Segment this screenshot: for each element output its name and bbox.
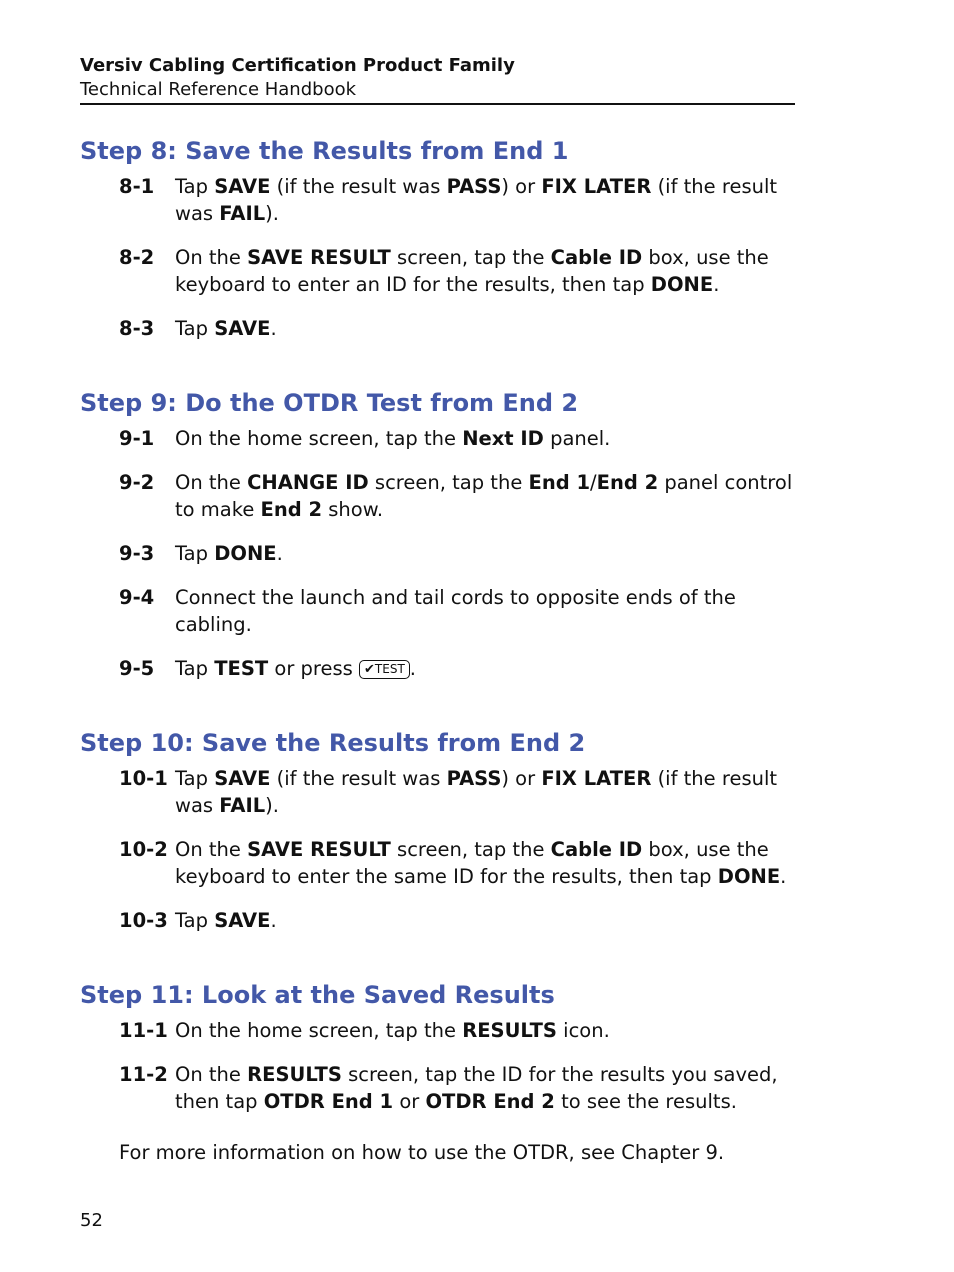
ui-term: RESULTS xyxy=(247,1063,342,1086)
step-item xyxy=(80,907,800,934)
step-item xyxy=(80,655,800,682)
step-number: 9-3 xyxy=(119,542,155,565)
step-text: Tap DONE. xyxy=(175,542,283,565)
step-item xyxy=(80,425,800,452)
step-number: 11-2 xyxy=(119,1063,168,1086)
section-step-8 xyxy=(80,136,800,359)
step-number: 10-2 xyxy=(119,838,168,861)
ui-term: DONE xyxy=(650,273,714,296)
step-item xyxy=(80,315,800,342)
running-header xyxy=(80,54,795,105)
step-list xyxy=(80,173,800,342)
step-text: Tap SAVE (if the result was PASS) or FIX LATER (if the result was FAIL). xyxy=(175,767,778,817)
ui-term: FIX LATER xyxy=(541,767,652,790)
step-number: 9-5 xyxy=(119,657,155,680)
ui-term: End 1 xyxy=(528,471,591,494)
step-list xyxy=(80,765,800,934)
header-title: Versiv Cabling Certification Product Family xyxy=(80,55,515,76)
ui-term: DONE xyxy=(214,542,277,565)
step-item xyxy=(80,244,800,298)
section-heading: Step 11: Look at the Saved Results xyxy=(80,981,555,1009)
ui-term: OTDR End 2 xyxy=(425,1090,555,1113)
step-item xyxy=(80,836,800,890)
step-text: Tap SAVE. xyxy=(175,909,277,932)
step-item xyxy=(80,1061,800,1115)
step-text: Connect the launch and tail cords to opposite ends of the cabling. xyxy=(175,586,736,636)
step-text: On the SAVE RESULT screen, tap the Cable ID box, use the keyboard to enter the same ID for the results, then tap DONE. xyxy=(175,838,787,888)
ui-term: FAIL xyxy=(219,794,266,817)
step-item xyxy=(80,1017,800,1044)
step-number: 9-1 xyxy=(119,427,155,450)
ui-term: SAVE xyxy=(214,175,271,198)
step-number: 9-2 xyxy=(119,471,155,494)
section-heading: Step 8: Save the Results from End 1 xyxy=(80,137,569,165)
section-step-9 xyxy=(80,388,800,699)
step-list xyxy=(80,1017,800,1115)
step-number: 8-1 xyxy=(119,175,155,198)
header-rule xyxy=(80,103,795,105)
step-number: 9-4 xyxy=(119,586,155,609)
step-text: Tap SAVE (if the result was PASS) or FIX LATER (if the result was FAIL). xyxy=(175,175,778,225)
step-text: On the SAVE RESULT screen, tap the Cable ID box, use the keyboard to enter an ID for the results, then tap DONE. xyxy=(175,246,769,296)
ui-term: SAVE RESULT xyxy=(247,246,391,269)
step-number: 11-1 xyxy=(119,1019,168,1042)
ui-term: Next ID xyxy=(462,427,544,450)
ui-term: Cable ID xyxy=(550,838,643,861)
section-step-10 xyxy=(80,728,800,951)
step-item xyxy=(80,173,800,227)
ui-term: SAVE xyxy=(214,317,271,340)
ui-term: SAVE xyxy=(214,767,271,790)
ui-term: TEST xyxy=(214,657,269,680)
ui-term: End 2 xyxy=(596,471,659,494)
ui-term: SAVE RESULT xyxy=(247,838,391,861)
step-item xyxy=(80,765,800,819)
ui-term: FIX LATER xyxy=(541,175,652,198)
ui-term: PASS xyxy=(446,175,502,198)
ui-term: OTDR End 1 xyxy=(263,1090,394,1113)
step-item xyxy=(80,584,800,638)
test-key-label: TEST xyxy=(374,662,405,676)
checkmark-icon: ✔ xyxy=(364,662,375,677)
step-text: Tap TEST or press ✔TEST . xyxy=(175,657,416,680)
ui-term: SAVE xyxy=(214,909,271,932)
ui-term: PASS xyxy=(446,767,502,790)
ui-term: Cable ID xyxy=(550,246,643,269)
step-text: Tap SAVE. xyxy=(175,317,277,340)
ui-term: DONE xyxy=(717,865,781,888)
section-heading: Step 9: Do the OTDR Test from End 2 xyxy=(80,389,579,417)
step-text: On the RESULTS screen, tap the ID for the results you saved, then tap OTDR End 1 or OTDR End 2 to see the results. xyxy=(175,1063,778,1113)
step-item xyxy=(80,469,800,523)
step-text: On the home screen, tap the RESULTS icon. xyxy=(175,1019,610,1042)
step-item xyxy=(80,540,800,567)
ui-term: FAIL xyxy=(219,202,266,225)
ui-term: RESULTS xyxy=(462,1019,557,1042)
header-subtitle: Technical Reference Handbook xyxy=(80,79,357,100)
step-number: 10-1 xyxy=(119,767,168,790)
ui-term: End 2 xyxy=(260,498,323,521)
test-key-icon xyxy=(359,660,410,679)
step-number: 10-3 xyxy=(119,909,168,932)
step-number: 8-3 xyxy=(119,317,155,340)
page-number: 52 xyxy=(80,1210,103,1231)
step-list xyxy=(80,425,800,682)
step-text: On the CHANGE ID screen, tap the End 1/End 2 panel control to make End 2 show. xyxy=(175,471,793,521)
section-step-11 xyxy=(80,980,800,1132)
chapter-reference-note: For more information on how to use the OTDR, see Chapter 9. xyxy=(119,1141,725,1164)
step-text: On the home screen, tap the Next ID panel. xyxy=(175,427,611,450)
ui-term: CHANGE ID xyxy=(247,471,369,494)
step-number: 8-2 xyxy=(119,246,155,269)
section-heading: Step 10: Save the Results from End 2 xyxy=(80,729,586,757)
